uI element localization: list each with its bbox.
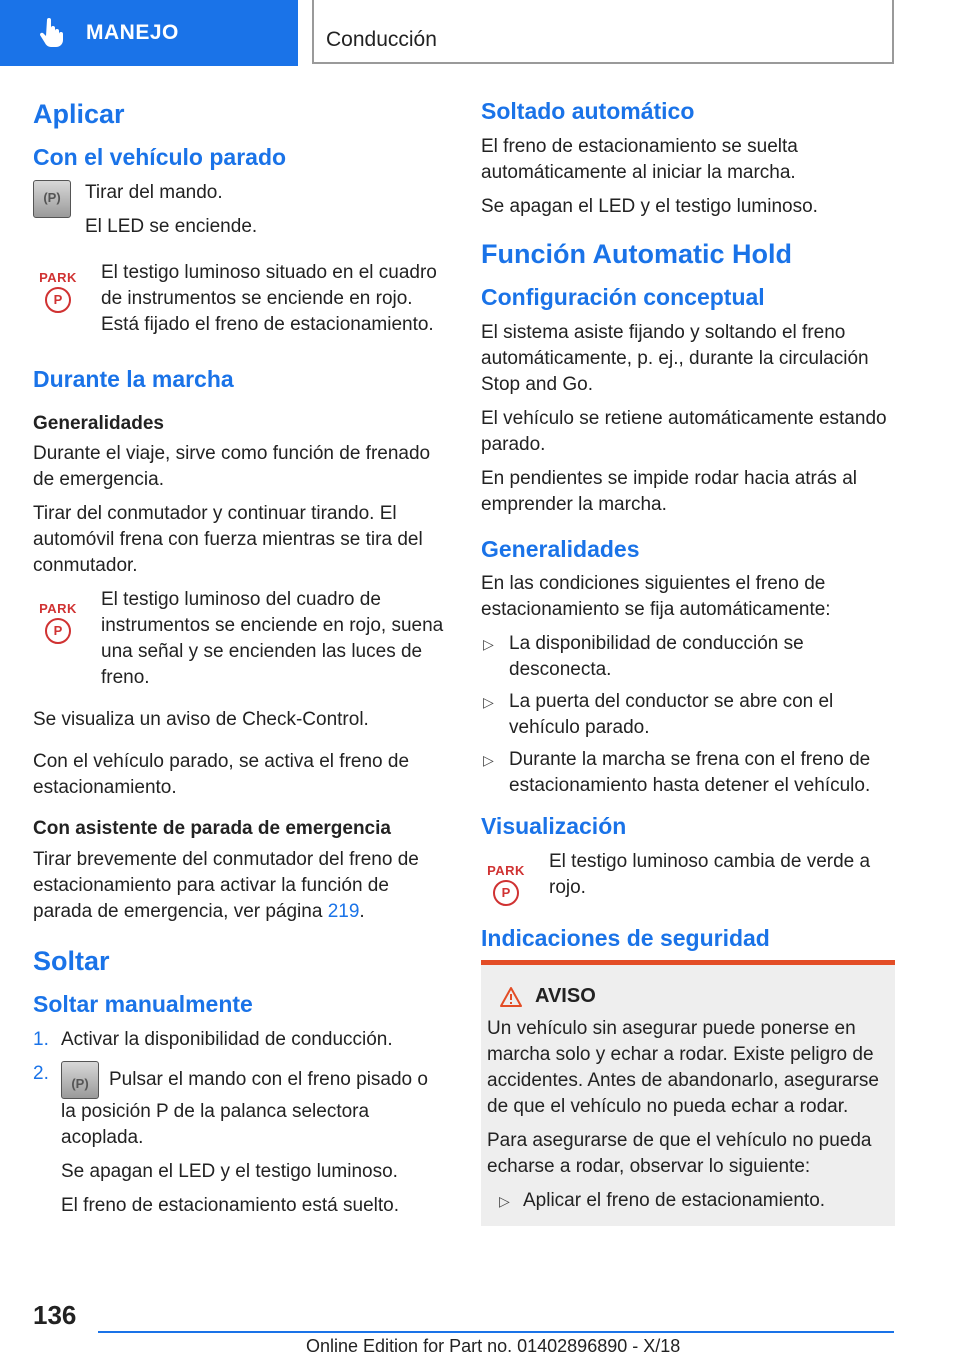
paragraph: El LED se enciende. xyxy=(85,215,258,237)
hand-icon xyxy=(38,18,64,48)
heading-configuracion: Configuración conceptual xyxy=(481,283,765,310)
paragraph: El sistema asiste fijando y soltando el freno automáticamente, p. ej., durante la circulación Stop and Go. xyxy=(481,321,869,395)
paragraph: Tirar del conmutador y continuar tirando. El automóvil frena con fuerza mientras se tira del conmutador. xyxy=(33,503,423,577)
heading-generalidades: Generalidades xyxy=(481,535,640,562)
park-indicator-note xyxy=(481,849,895,909)
park-warning-icon: PARK P xyxy=(33,256,83,346)
subheading-generalidades: Generalidades xyxy=(33,412,164,434)
park-warning-icon: PARK P xyxy=(481,849,531,909)
section-tab xyxy=(0,0,298,66)
heading-aplicar: Aplicar xyxy=(33,99,125,129)
heading-parado: Con el vehículo parado xyxy=(33,144,287,171)
left-column xyxy=(33,98,448,1227)
list-item: ▷ La puerta del conductor se abre con el vehículo parado. xyxy=(481,689,895,741)
heading-soltado-automatico: Soltado automático xyxy=(481,98,695,124)
paragraph: El freno de estacionamiento está suelto. xyxy=(61,1195,399,1217)
footer-edition: Online Edition for Part no. 01402896890 - X/18 xyxy=(306,1336,681,1356)
conditions-list xyxy=(481,631,895,799)
paragraph: Se apagan el LED y el testigo luminoso. xyxy=(61,1161,398,1183)
section-name: MANEJO xyxy=(86,21,179,44)
heading-manual: Soltar manualmente xyxy=(33,991,253,1018)
chapter-header xyxy=(312,0,894,64)
paragraph: Un vehículo sin asegurar puede ponerse en marcha solo y echar a rodar. Existe peligro de accidentes. Antes de abandonarlo, asegurarse de que el vehículo no pueda echar a rodar. xyxy=(487,1018,879,1118)
steps-list xyxy=(33,1027,448,1151)
paragraph: Tirar brevemente del conmutador del freno de estacionamiento para activar la función de parada de emergencia, ver página 219. xyxy=(33,849,419,923)
paragraph: Con el vehículo parado, se activa el freno de estacionamiento. xyxy=(33,751,410,799)
parking-brake-switch-icon xyxy=(33,180,71,218)
paragraph: El testigo luminoso situado en el cuadro de instrumentos se enciende en rojo. Está fijado el freno de estacionamiento. xyxy=(101,261,437,335)
paragraph: En las condiciones siguientes el freno de estacionamiento se fija automáticamente: xyxy=(481,573,831,621)
parado-instruction xyxy=(33,180,448,248)
paragraph: Durante el viaje, sirve como función de frenado de emergencia. xyxy=(33,443,431,491)
warning-box xyxy=(481,960,895,1226)
park-indicator-note xyxy=(33,587,448,699)
paragraph: Para asegurarse de que el vehículo no pueda echarse a rodar, observar lo siguiente: xyxy=(487,1130,872,1178)
paragraph: Se apagan el LED y el testigo luminoso. xyxy=(481,195,818,217)
park-indicator-note xyxy=(33,256,448,346)
parking-brake-switch-icon xyxy=(61,1061,99,1099)
heading-marcha: Durante la marcha xyxy=(33,365,234,392)
subheading-asistente: Con asistente de parada de emergencia xyxy=(33,818,391,840)
warning-triangle-icon xyxy=(499,986,523,1008)
list-item: 1. Activar la disponibilidad de conducción. xyxy=(33,1029,393,1051)
list-item: ▷ Aplicar el freno de estacionamiento. xyxy=(487,1188,887,1214)
chapter-title: Conducción xyxy=(326,28,437,51)
footer-divider xyxy=(98,1331,894,1333)
heading-soltar: Soltar xyxy=(33,946,110,977)
warning-title: AVISO xyxy=(487,985,887,1008)
paragraph: El testigo luminoso del cuadro de instrumentos se enciende en rojo, suena una señal y se encienden las luces de freno. xyxy=(101,589,444,689)
paragraph: El freno de estacionamiento se suelta automáticamente al iniciar la marcha. xyxy=(481,135,798,183)
heading-visualizacion: Visualización xyxy=(481,813,627,840)
paragraph: Se visualiza un aviso de Check-Control. xyxy=(33,709,369,731)
page-link[interactable]: 219 xyxy=(327,901,360,923)
right-column xyxy=(481,98,895,1226)
park-warning-icon: PARK P xyxy=(33,587,83,699)
page-number: 136 xyxy=(33,1300,77,1330)
paragraph: El testigo luminoso cambia de verde a rojo. xyxy=(549,850,871,898)
heading-automatic-hold: Función Automatic Hold xyxy=(481,238,792,269)
paragraph: Tirar del mando. xyxy=(85,181,223,203)
list-item: 2. (P) Pulsar el mando con el freno pisado o la posición P de la palanca selectora acoplada. xyxy=(33,1061,448,1151)
paragraph: En pendientes se impide rodar hacia atrás al emprender la marcha. xyxy=(481,467,858,515)
list-item: ▷ La disponibilidad de conducción se desconecta. xyxy=(481,631,895,683)
heading-seguridad: Indicaciones de seguridad xyxy=(481,924,770,951)
warning-list xyxy=(487,1188,887,1214)
list-item: ▷ Durante la marcha se frena con el freno de estacionamiento hasta detener el vehículo. xyxy=(481,747,895,799)
paragraph: El vehículo se retiene automáticamente estando parado. xyxy=(481,407,887,455)
